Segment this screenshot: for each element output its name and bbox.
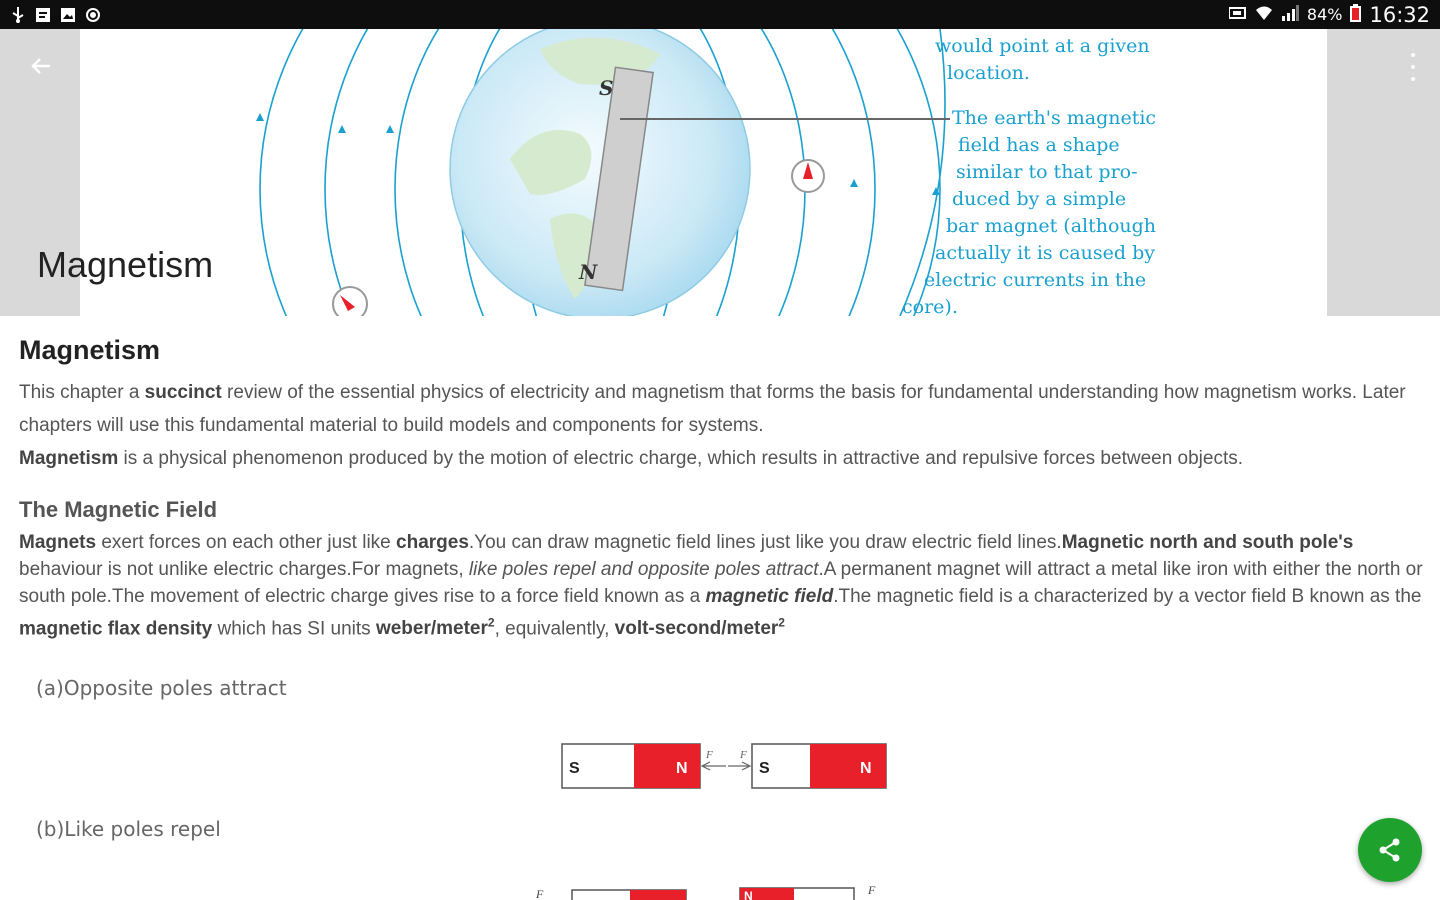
more-vert-icon — [1411, 53, 1415, 57]
magnet-pole-n: N — [744, 889, 753, 900]
bar-pole-s: S — [599, 76, 614, 100]
text-run — [376, 618, 495, 639]
text-run: magnetic field — [705, 586, 834, 607]
system-status — [1229, 3, 1430, 27]
caption-line: electric currents in the — [924, 269, 1147, 291]
figure-text-line1: would point at a given — [935, 35, 1150, 57]
caption-line: actually it is caused by — [935, 242, 1156, 264]
text-run: volt-second/meter — [614, 618, 779, 640]
text-run: charges — [396, 532, 469, 553]
magnet2-n: N — [860, 760, 872, 777]
force-label: F — [740, 749, 747, 761]
text-run: review of the essential physics of electricity and magnetism that forms the basis for fundamental understanding how magnetism works. Later chapters will use this fundamental material to build models and components for systems. — [19, 382, 1406, 436]
share-icon — [1377, 837, 1403, 863]
text-run: .A permanent magnet will attract a metal like iron with either the north or south pole.The movement of electric charge gives rise to a force field known as a — [19, 559, 1423, 607]
superscript: 2 — [487, 616, 495, 630]
signal-icon — [1281, 5, 1299, 25]
magnet2-s: S — [759, 760, 770, 777]
nfc-icon — [1229, 5, 1247, 24]
text-run: Magnetism — [19, 448, 119, 469]
hero-title: Magnetism — [37, 244, 214, 285]
section-title: The Magnetic Field — [19, 497, 218, 522]
caption-line: bar magnet (although — [946, 215, 1157, 237]
text-run: is a physical phenomenon produced by the motion of electric charge, which results in attractive and repulsive forces between objects. — [118, 448, 1244, 469]
document-icon — [35, 7, 51, 23]
text-run: This chapter a — [19, 382, 145, 403]
text-run: like poles repel and opposite poles attract — [468, 559, 819, 580]
notification-icons — [10, 7, 101, 23]
text-run: behaviour is not unlike electric charges.For magnets, — [19, 559, 469, 580]
text-run: magnetic flax density — [19, 618, 213, 640]
force-label: F — [536, 887, 544, 900]
text-run: succinct — [144, 382, 222, 403]
force-label: F — [706, 749, 713, 761]
arrow-back-icon — [30, 55, 52, 77]
figure-text-line2: location. — [947, 62, 1030, 84]
clock: 16:32 — [1369, 2, 1430, 27]
superscript: 2 — [778, 616, 785, 630]
back-button[interactable] — [26, 51, 56, 81]
caption-line: The earth's magnetic — [952, 107, 1157, 129]
text-run — [615, 618, 785, 639]
battery-icon — [1350, 4, 1361, 26]
definition-paragraph — [19, 442, 1424, 475]
usb-icon — [10, 7, 26, 23]
status-bar — [0, 0, 1440, 29]
figure-b-label: (b)Like poles repel — [36, 817, 221, 841]
earth-magnetic-field-figure — [80, 29, 1327, 316]
intro-paragraph — [19, 376, 1424, 442]
text-run: exert forces on each other just like — [96, 532, 397, 553]
overflow-menu-button[interactable] — [1406, 53, 1420, 81]
text-run: weber/meter — [375, 618, 488, 640]
text-run: .The magnetic field is a characterized by a vector field B known as the — [833, 586, 1422, 607]
like-poles-diagram — [530, 880, 890, 900]
opposite-poles-diagram — [560, 742, 890, 792]
magnet1-s: S — [569, 760, 580, 777]
bar-pole-n: N — [579, 260, 598, 284]
hero-header — [0, 29, 1440, 316]
more-vert-icon — [1411, 77, 1415, 81]
magnet1-n: N — [676, 760, 688, 777]
text-run: .You can draw magnetic field lines just like you draw electric field lines. — [468, 532, 1062, 553]
caption-line: field has a shape — [958, 134, 1120, 156]
force-label: F — [868, 883, 876, 897]
text-run: , equivalently, — [494, 618, 615, 640]
sync-icon — [85, 7, 101, 23]
text-run: which has SI units — [212, 618, 376, 640]
text-run: Magnetic north and south pole's — [1061, 532, 1354, 553]
article-body — [19, 335, 1424, 642]
magnetic-field-paragraph — [19, 529, 1424, 642]
caption-line: core). — [902, 296, 958, 316]
battery-percent: 84% — [1306, 5, 1343, 24]
figure-a-label: (a)Opposite poles attract — [36, 676, 287, 700]
image-icon — [60, 7, 76, 23]
caption-line: duced by a simple — [952, 188, 1127, 210]
text-run: Magnets — [19, 532, 97, 553]
share-button[interactable] — [1358, 818, 1422, 882]
caption-line: similar to that pro- — [956, 161, 1138, 183]
article-title: Magnetism — [19, 335, 161, 365]
more-vert-icon — [1411, 65, 1415, 69]
wifi-icon — [1255, 5, 1273, 25]
